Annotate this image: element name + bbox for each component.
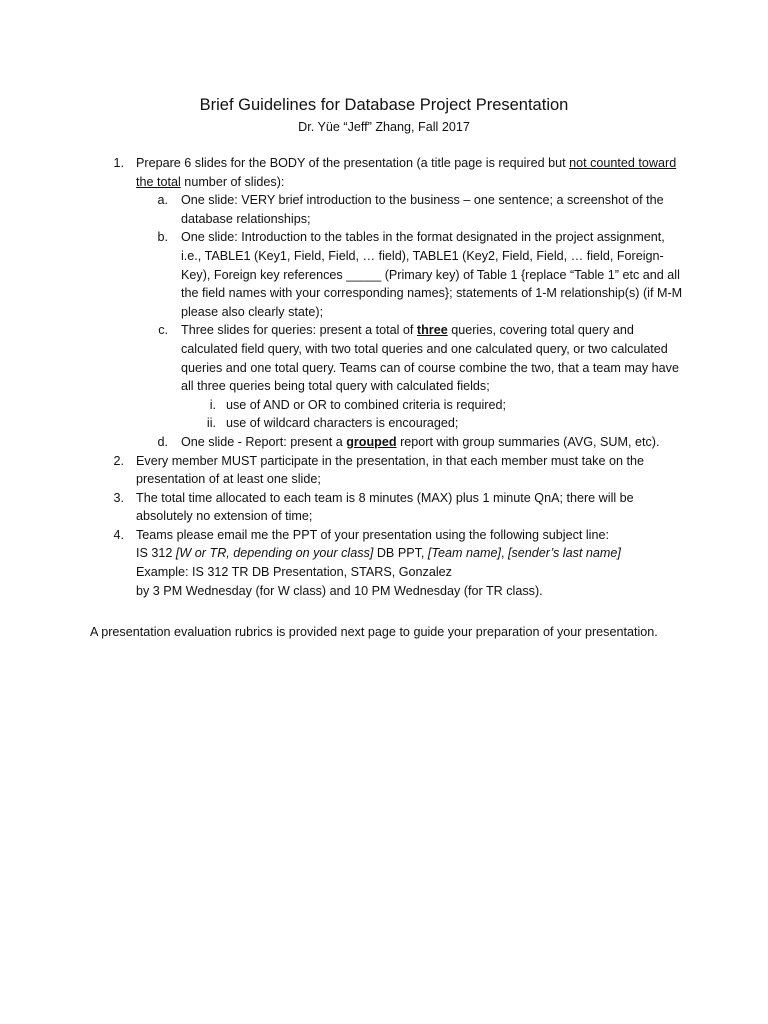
subject-example: Example: IS 312 TR DB Presentation, STARS, Gonzalez xyxy=(136,565,452,580)
subject-text: DB PPT, xyxy=(373,546,428,561)
list-item-1b xyxy=(0,228,768,321)
item-text: Teams please email me the PPT of your presentation using the following subject line: xyxy=(136,527,609,542)
guidelines-list xyxy=(0,154,768,600)
item-text: number of slides): xyxy=(180,174,285,189)
list-item-1c-i xyxy=(0,396,768,415)
list-roman: i. xyxy=(209,397,216,412)
deadline-text: by 3 PM Wednesday (for W class) and 10 PM Wednesday (for TR class). xyxy=(136,583,543,598)
subject-placeholder: [W or TR, depending on your class] xyxy=(175,546,374,561)
item-text: One slide - Report: present a xyxy=(181,434,347,449)
subject-placeholder: [sender’s last name] xyxy=(507,546,621,561)
list-number: 2. xyxy=(113,453,124,468)
item-text: report with group summaries (AVG, SUM, etc). xyxy=(396,434,660,449)
item-text: The total time allocated to each team is 8 minutes (MAX) plus 1 minute QnA; there will be absolutely no extension of time; xyxy=(136,490,634,524)
item-text: Prepare 6 slides for the BODY of the presentation (a title page is required but xyxy=(136,156,570,170)
list-item-1c xyxy=(0,321,768,395)
list-roman: ii. xyxy=(206,416,216,431)
item-text: One slide: Introduction to the tables in the format designated in the project assignment, i.e., TABLE1 (Key1, Field, Field, … field), TABLE1 (Key2, Field, Field, … field, Foreign-Key), Foreign key references _____ (Primary key) of Table 1 {replace “Table 1” etc and all the field names with your corresponding names}; statements of 1-M relationship(s) (if M-M please also clearly state); xyxy=(181,230,683,319)
list-letter: b. xyxy=(157,230,168,245)
list-item-1a xyxy=(0,191,768,228)
item-emphasis-text: grouped xyxy=(346,434,397,449)
item-text: One slide: VERY brief introduction to the business – one sentence; a screenshot of the database relationships; xyxy=(181,193,664,226)
list-letter: d. xyxy=(157,434,168,449)
list-letter: a. xyxy=(157,193,168,208)
list-letter: c. xyxy=(158,323,168,338)
subject-line-format xyxy=(136,544,678,563)
item-text: Every member MUST participate in the presentation, in that each member must take on the presentation of at least one slide; xyxy=(136,453,644,487)
item-text: use of wildcard characters is encouraged; xyxy=(226,416,459,431)
list-item-3 xyxy=(0,489,768,526)
item-text: Three slides for queries: present a total of xyxy=(181,323,417,338)
item-emphasis-text: three xyxy=(416,323,448,338)
page-title: Brief Guidelines for Database Project Presentation xyxy=(199,96,569,114)
list-item-2 xyxy=(0,452,768,489)
item-underlined-text: not counted toward the total xyxy=(136,156,677,189)
list-number: 4. xyxy=(113,527,124,542)
item-text: queries, covering total query and calculated field query, with two total queries and one calculated query, or two calculated queries and one total query. Teams can of course combine the two, that a team may have all three queries being total query with calculated fields; xyxy=(181,323,679,394)
list-item-1 xyxy=(0,154,768,191)
list-item-1d xyxy=(0,433,768,452)
subject-text: , xyxy=(500,546,508,561)
list-item-1c-ii xyxy=(0,414,768,433)
subject-text: IS 312 xyxy=(136,546,176,561)
list-number: 3. xyxy=(113,490,124,505)
closing-note: A presentation evaluation rubrics is provided next page to guide your preparation of your presentation. xyxy=(90,625,658,639)
page-subtitle: Dr. Yüe “Jeff” Zhang, Fall 2017 xyxy=(298,120,470,134)
item-text: use of AND or OR to combined criteria is required; xyxy=(226,397,506,412)
list-number: 1. xyxy=(113,156,124,170)
subject-placeholder: [Team name] xyxy=(427,546,501,561)
list-item-4 xyxy=(0,526,768,600)
